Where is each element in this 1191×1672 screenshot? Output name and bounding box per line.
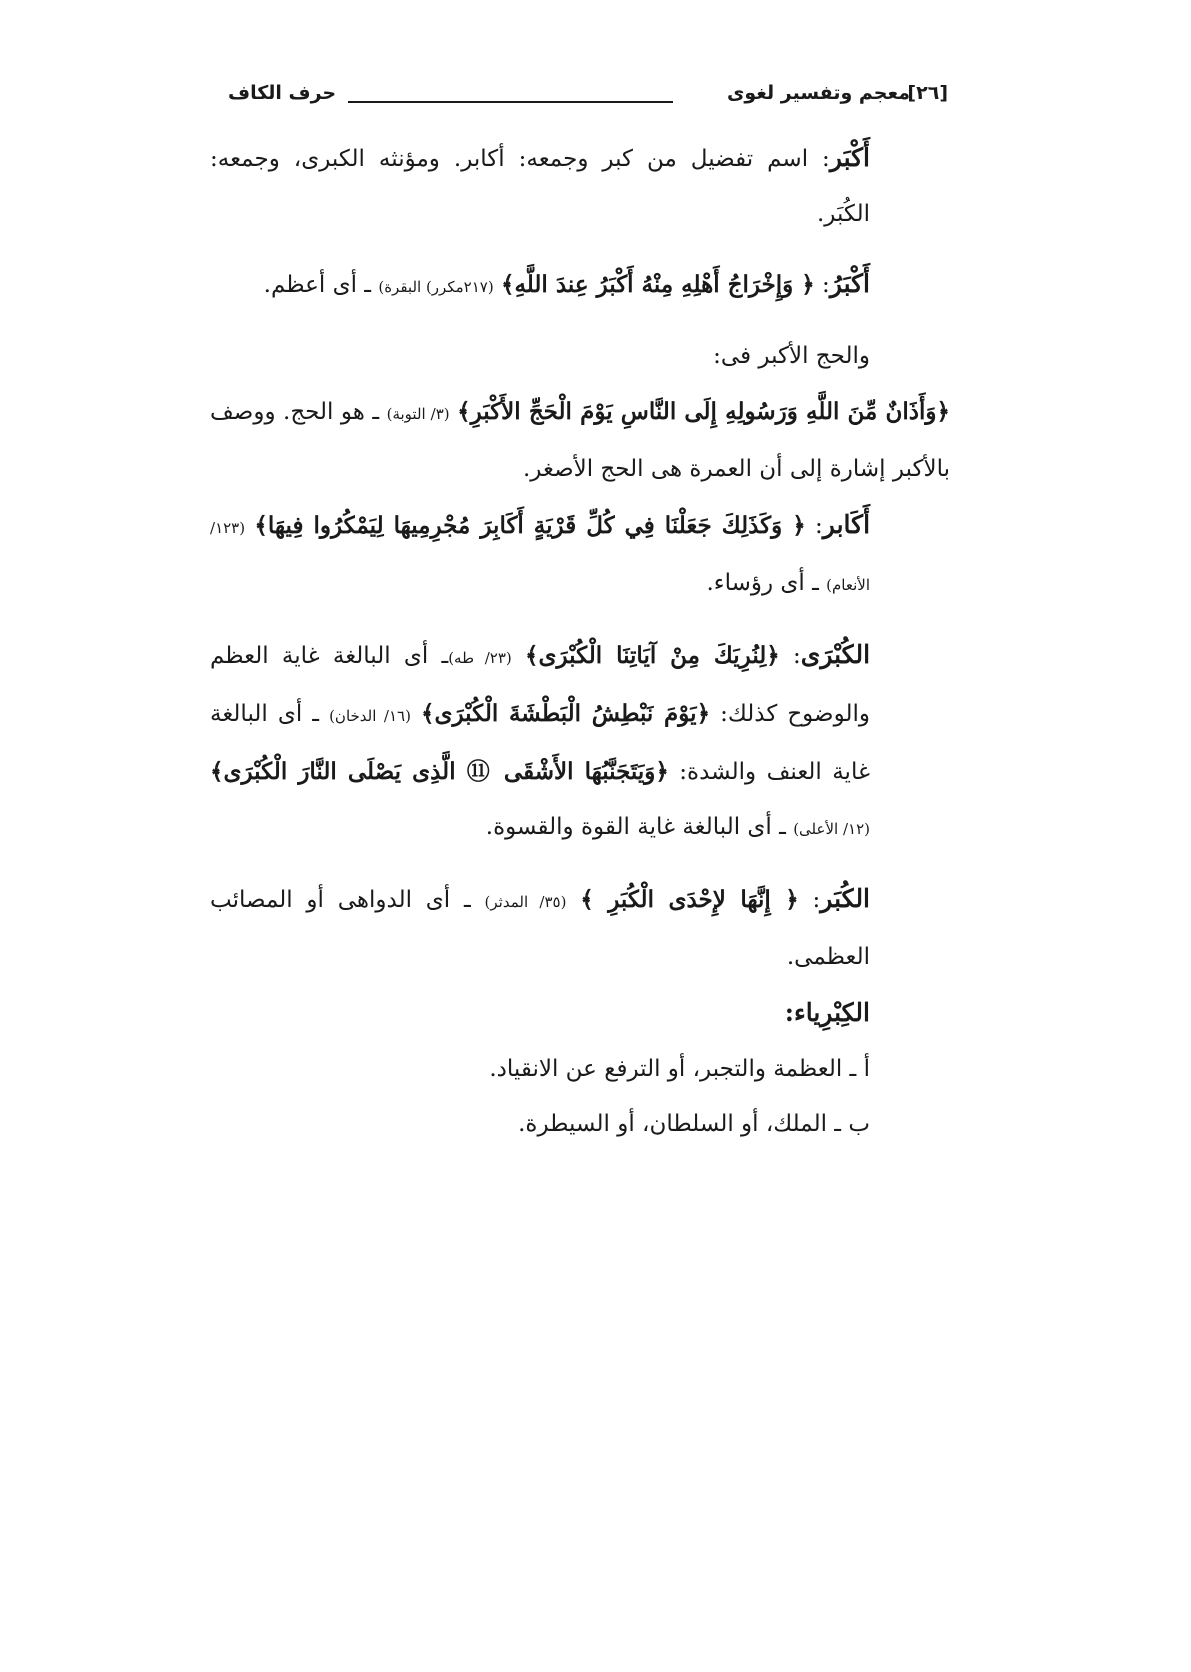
list-item bbox=[210, 1097, 950, 1152]
entry-akbar bbox=[210, 130, 950, 242]
entry-alkubar bbox=[210, 871, 950, 985]
entry-separator: : bbox=[805, 513, 823, 539]
entry-separator: : bbox=[779, 643, 801, 669]
entry-term: أَكَابر bbox=[822, 510, 871, 539]
entry-term: الكِبْرِياء: bbox=[784, 998, 870, 1027]
list-item bbox=[210, 1042, 950, 1097]
verse-reference: (٣/ التوبة) bbox=[386, 405, 450, 423]
entry-hajj-verse bbox=[210, 384, 950, 497]
page-number: [٢٦] bbox=[907, 82, 948, 104]
quran-verse: ﴿وَأَذَانٌ مِّنَ اللَّهِ وَرَسُولِهِ إِلَى النَّاسِ يَوْمَ الْحَجِّ الأَكْبَرِ﴾ bbox=[457, 398, 951, 425]
entry-text: ـ أى الدواهى أو المصائب العظمى. bbox=[210, 887, 870, 970]
verse-reference: (٣٥/ المدثر) bbox=[484, 893, 567, 911]
entry-separator: : bbox=[798, 887, 821, 913]
section-title: حرف الكاف bbox=[228, 82, 337, 104]
meaning-item: أ ـ العظمة والتجبر، أو الترفع عن الانقياد. bbox=[489, 1056, 870, 1082]
entry-term: أَكْبَرُ bbox=[829, 269, 870, 298]
dictionary-body bbox=[210, 130, 950, 1152]
entry-term: أَكْبَر bbox=[829, 143, 870, 172]
quran-verse: ﴿لِنُرِيَكَ مِنْ آيَاتِنَا الْكُبْرَى﴾ bbox=[524, 642, 780, 669]
verse-reference: (٢١٧مكرر) البقرة) bbox=[378, 278, 494, 296]
entry-text: ـ هو الحج. ووصف بالأكبر إشارة إلى أن العمرة هى الحج الأصغر. bbox=[210, 399, 950, 482]
quran-verse: ﴿يَوْمَ نَبْطِشُ الْبَطْشَةَ الْكُبْرَى﴾ bbox=[421, 700, 711, 727]
entry-text: ـ أى البالغة غاية العظم والوضوح كذلك: bbox=[210, 643, 870, 727]
entry-text: : اسم تفضيل من كبر وجمعه: أكابر. ومؤنثه الكبرى، وجمعه: الكُبَر. bbox=[210, 146, 870, 227]
entry-text: ـ أى رؤساء. bbox=[706, 570, 827, 596]
quran-verse: ﴿ إِنَّهَا لإِحْدَى الْكُبَرِ ﴾ bbox=[580, 886, 799, 913]
entry-separator: : bbox=[814, 272, 830, 298]
header-rule bbox=[348, 101, 673, 103]
book-title: معجم وتفسير لغوى bbox=[726, 82, 910, 104]
entry-akabir bbox=[210, 497, 950, 613]
quran-verse: ﴿ وَإِخْرَاجُ أَهْلِهِ مِنْهُ أَكْبَرُ عِندَ اللَّهِ﴾ bbox=[501, 271, 815, 298]
quran-verse: ﴿وَيَتَجَنَّبُهَا الأَشْقَى ⑪ الَّذِى يَصْلَى النَّارَ الْكُبْرَى﴾ bbox=[210, 758, 669, 785]
entry-text: ـ أى البالغة غاية القوة والقسوة. bbox=[485, 814, 794, 840]
entry-text: ـ أى البالغة غاية العنف والشدة: bbox=[210, 701, 870, 785]
entry-term: الكُبْرَى bbox=[800, 640, 871, 669]
verse-reference: (٢٣/ طه) bbox=[448, 649, 512, 667]
entry-akbaru bbox=[210, 256, 950, 315]
verse-reference: (١٢/ الأعلى) bbox=[793, 820, 870, 838]
verse-reference: (١٢٣/ الأنعام) bbox=[210, 519, 870, 594]
meaning-item: ب ـ الملك، أو السلطان، أو السيطرة. bbox=[518, 1111, 870, 1137]
verse-reference: (١٦/ الدخان) bbox=[329, 707, 411, 725]
entry-hajj-intro bbox=[210, 329, 950, 384]
entry-alkubra bbox=[210, 627, 950, 857]
entry-text: ـ أى أعظم. bbox=[263, 272, 379, 298]
entry-term: الكُبَر bbox=[820, 884, 871, 913]
quran-verse: ﴿ وَكَذَلِكَ جَعَلْنَا فِي كُلِّ قَرْيَةٍ أَكَابِرَ مُجْرِمِيهَا لِيَمْكُرُوا فِيهَا﴾ bbox=[254, 512, 806, 539]
entry-text: والحج الأكبر فى: bbox=[713, 343, 870, 369]
entry-alkibriya bbox=[210, 985, 950, 1042]
running-header bbox=[228, 82, 948, 122]
